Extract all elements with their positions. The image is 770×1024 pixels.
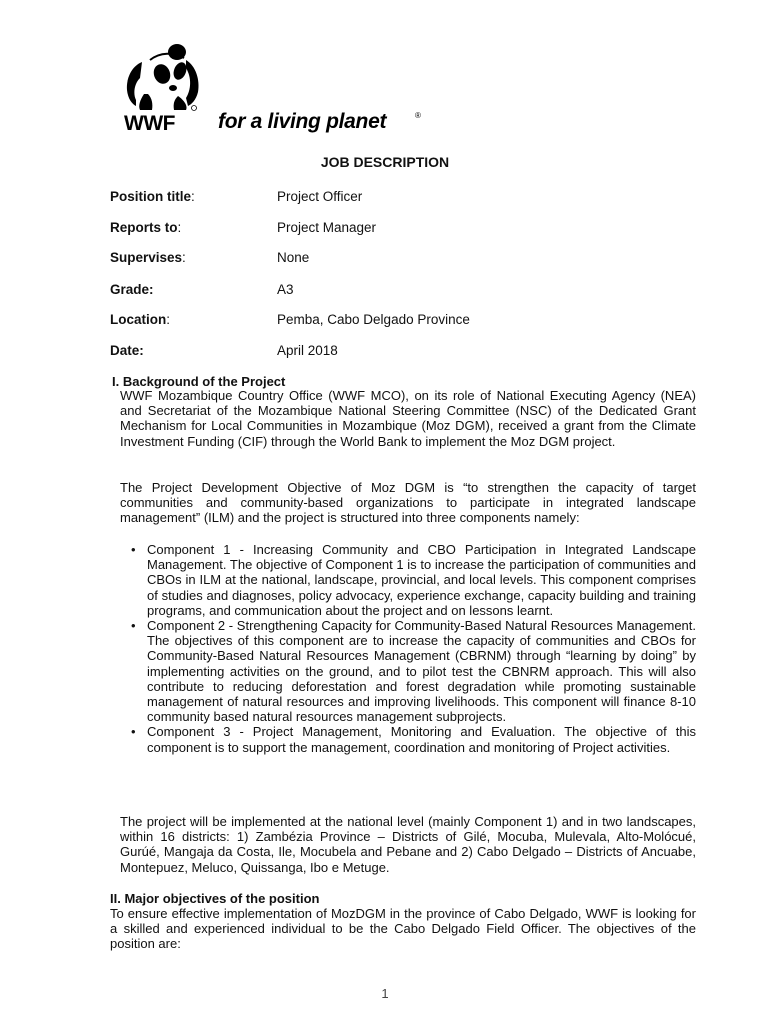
list-item [131,618,696,724]
section-heading-objectives: II. Major objectives of the position [110,891,320,906]
wwf-logo-text: WWF [124,112,175,135]
document-title: JOB DESCRIPTION [320,154,450,170]
meta-value: Project Manager [277,220,377,235]
components-list [131,542,696,755]
paragraph-implementation: The project will be implemented at the national level (mainly Component 1) and in two landscapes, within 16 districts: 1) Zambézia Province – Districts of Gilé, Mocuba, Mulevala, Alto-Molócué, Gurúé, Mangaja da Costa, Ile, Mocubela and Pebane and 2) Cabo Delgado – Districts of Ancuabe, Montepuez, Meluco, Quissanga, Ibo e Metuge. [120,814,696,875]
component-text: Component 3 - Project Management, Monitoring and Evaluation. The objective of this component is to support the management, coordination and monitoring of Project activities. [147,724,696,755]
meta-value: Project Officer [277,189,363,204]
section-heading-background: I. Background of the Project [112,374,286,389]
meta-label: Grade: [110,282,154,297]
tagline: for a living planet [218,110,387,133]
list-item [131,542,696,618]
meta-value: A3 [277,282,294,297]
meta-label: Location: [110,312,171,327]
meta-value: Pemba, Cabo Delgado Province [277,312,470,327]
component-text: Component 1 - Increasing Community and CBO Participation in Integrated Landscape Management. The objective of Component 1 is to increase the participation of communities and CBOs in ILM at the national, landscape, provincial, and local levels. This component comprises of studies and diagnoses, policy advocacy, experience exchange, capacity building and training programs, and communication about the project and on lessons learnt. [147,542,696,618]
paragraph-objectives: To ensure effective implementation of MozDGM in the province of Cabo Delgado, WWF is looking for a skilled and experienced individual to be the Cabo Delgado Field Officer. The objectives of the position are: [110,906,696,952]
bullet-icon: • [131,542,136,557]
meta-label: Reports to: [110,220,182,235]
page-number: 1 [381,986,389,1001]
meta-value: April 2018 [277,343,338,358]
meta-label: Supervises: [110,250,186,265]
bullet-icon: • [131,724,136,740]
meta-label: Date: [110,343,144,358]
paragraph-development-objective: The Project Development Objective of Moz DGM is “to strengthen the capacity of target communities and community-based organizations to participate in integrated landscape management” (ILM) and the project is structured into three components namely: [120,480,696,526]
meta-value: None [277,250,310,265]
registered-mark: ® [415,111,421,120]
component-text: Component 2 - Strengthening Capacity for Community-Based Natural Resources Management. The objectives of this component are to increase the capacity of communities and CBOs for Community-Based Natural Resources Management (CBRNM) through “learning by doing” by implementing activities on the ground, and to pilot test the CBNRM approach. This will also contribute to reducing deforestation and forest degradation while promoting sustainable management of natural resources and improving livelihoods. This component will finance 8-10 community based natural resources management subprojects. [147,618,696,725]
bullet-icon: • [131,618,136,634]
list-item [131,724,696,754]
paragraph-background: WWF Mozambique Country Office (WWF MCO), on its role of National Executing Agency (NEA) and Secretariat of the Mozambique National Steering Committee (NSC) of the Dedicated Grant Mechanism for Local Communities in Mozambique (Moz DGM), received a grant from the Climate Investment Funding (CIF) through the World Bank to implement the Moz DGM project. [120,388,696,449]
meta-label: Position title: [110,189,195,204]
